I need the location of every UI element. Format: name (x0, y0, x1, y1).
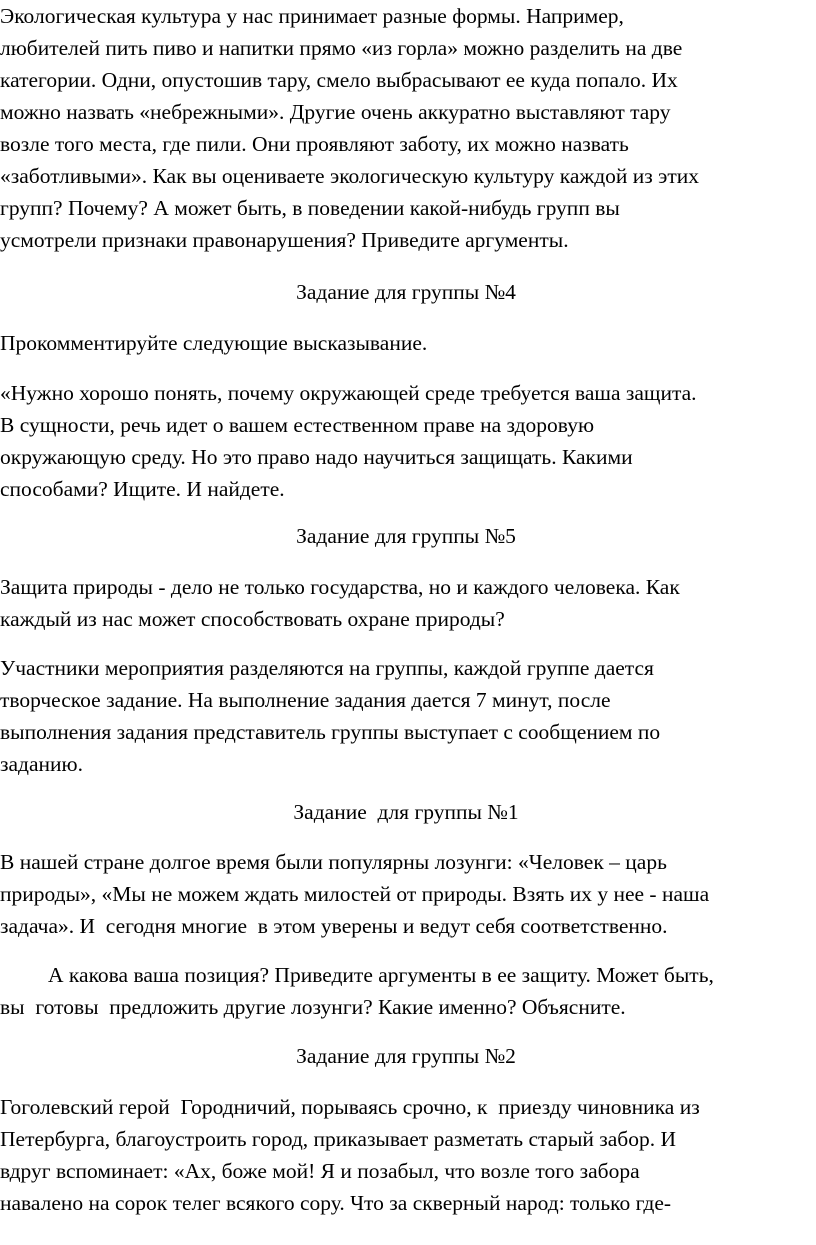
heading-text: Задание для группы №2 (296, 1044, 516, 1068)
text-line: Петербурга, благоустроить город, приказывает разметать старый забор. И (0, 1127, 677, 1151)
text-line: способами? Ищите. И найдете. (0, 477, 285, 501)
text-line: Экологическая культура у нас принимает разные формы. Например, (0, 4, 624, 28)
paragraph-slogans (0, 846, 812, 942)
heading-group-2 (0, 1040, 812, 1072)
paragraph-ecological-culture (0, 0, 812, 256)
text-line: «Нужно хорошо понять, почему окружающей среде требуется ваша защита. (0, 381, 697, 405)
heading-text: Задание для группы №1 (293, 800, 519, 824)
text-line: В сущности, речь идет о вашем естественном праве на здоровую (0, 413, 595, 437)
paragraph-gogol-hero (0, 1091, 812, 1219)
text-line: окружающую среду. Но это право надо научиться защищать. Какими (0, 445, 633, 469)
paragraph-quote (0, 377, 812, 505)
text-line: категории. Одни, опустошив тару, смело выбрасывают ее куда попало. Их (0, 68, 678, 92)
text-line: вдруг вспоминает: «Ах, боже мой! Я и позабыл, что возле того забора (0, 1159, 640, 1183)
text-line: любителей пить пиво и напитки прямо «из горла» можно разделить на две (0, 36, 683, 60)
heading-group-5 (0, 520, 812, 552)
text-line: навалено на сорок телег всякого сору. Что за скверный народ: только где- (0, 1191, 672, 1215)
text-line: Защита природы - дело не только государства, но и каждого человека. Как (0, 575, 680, 599)
paragraph-comment-instruction (0, 327, 812, 359)
paragraph-participants (0, 652, 812, 780)
text-line: групп? Почему? А может быть, в поведении какой-нибудь групп вы (0, 196, 620, 220)
text-line: природы», «Мы не можем ждать милостей от природы. Взять их у нее - наша (0, 882, 710, 906)
text-line: Прокомментируйте следующие высказывание. (0, 331, 428, 355)
text-line: А какова ваша позиция? Приведите аргументы в ее защиту. Может быть, (48, 963, 714, 987)
text-line: вы готовы предложить другие лозунги? Какие именно? Объясните. (0, 995, 626, 1019)
text-line: «заботливыми». Как вы оцениваете экологическую культуру каждой из этих (0, 164, 700, 188)
text-line: В нашей стране долгое время были популярны лозунги: «Человек – царь (0, 850, 667, 874)
heading-text: Задание для группы №4 (296, 280, 516, 304)
text-line: выполнения задания представитель группы выступает с сообщением по (0, 720, 661, 744)
heading-text: Задание для группы №5 (296, 524, 516, 548)
text-line: задача». И сегодня многие в этом уверены и ведут себя соответственно. (0, 914, 668, 938)
text-line: можно назвать «небрежными». Другие очень аккуратно выставляют тару (0, 100, 671, 124)
text-line: Гоголевский герой Городничий, порываясь срочно, к приезду чиновника из (0, 1095, 700, 1119)
text-line: творческое задание. На выполнение задания дается 7 минут, после (0, 688, 611, 712)
heading-group-1 (0, 796, 812, 828)
paragraph-nature-protection (0, 571, 812, 635)
text-line: Участники мероприятия разделяются на группы, каждой группе дается (0, 656, 654, 680)
text-line: усмотрели признаки правонарушения? Приведите аргументы. (0, 228, 569, 252)
text-line: возле того места, где пили. Они проявляют заботу, их можно назвать (0, 132, 629, 156)
heading-group-4 (0, 276, 812, 308)
text-line: каждый из нас может способствовать охране природы? (0, 607, 505, 631)
text-line: заданию. (0, 752, 83, 776)
paragraph-your-position (0, 959, 812, 1023)
